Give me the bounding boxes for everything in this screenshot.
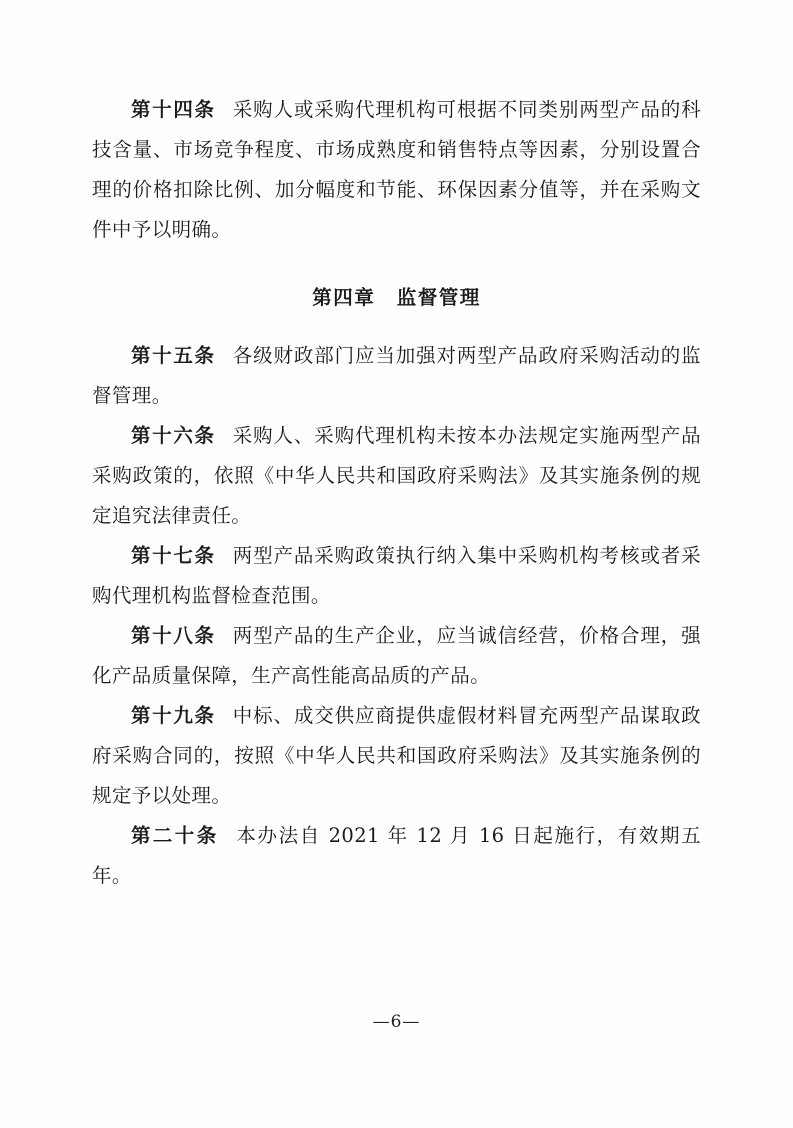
article-paragraph <box>92 336 701 416</box>
article-paragraph <box>92 90 701 250</box>
article-text: 两型产品的生产企业，应当诚信经营，价格合理，强化产品质量保障，生产高性能高品质的产品。 <box>92 624 701 687</box>
article-label: 第十九条 <box>131 704 216 727</box>
article-label: 第十八条 <box>131 624 216 647</box>
article-text: 各级财政部门应当加强对两型产品政府采购活动的监督管理。 <box>92 344 701 407</box>
article-paragraph <box>92 696 701 816</box>
article-paragraph <box>92 416 701 536</box>
article-paragraph <box>92 816 701 896</box>
article-paragraph <box>92 536 701 616</box>
article-text: 本办法自 2021 年 12 月 16 日起施行，有效期五年。 <box>92 824 701 887</box>
chapter-number: 第四章 <box>312 286 376 309</box>
article-label: 第十五条 <box>131 344 216 367</box>
chapter-heading <box>92 278 701 318</box>
chapter-title: 监督管理 <box>396 286 481 309</box>
article-text: 采购人、采购代理机构未按本办法规定实施两型产品采购政策的，依照《中华人民共和国政府采购法》及其实施条例的规定追究法律责任。 <box>92 424 701 527</box>
article-label: 第二十条 <box>131 824 219 847</box>
page-number: —6— <box>372 1012 421 1032</box>
article-paragraph <box>92 616 701 696</box>
article-label: 第十七条 <box>131 544 216 567</box>
article-label: 第十四条 <box>131 98 216 121</box>
article-text: 采购人或采购代理机构可根据不同类别两型产品的科技含量、市场竞争程度、市场成熟度和销售特点等因素，分别设置合理的价格扣除比例、加分幅度和节能、环保因素分值等，并在采购文件中予以明确。 <box>92 98 701 241</box>
document-body <box>92 86 701 896</box>
article-label: 第十六条 <box>131 424 216 447</box>
article-text: 中标、成交供应商提供虚假材料冒充两型产品谋取政府采购合同的，按照《中华人民共和国政府采购法》及其实施条例的规定予以处理。 <box>92 704 701 807</box>
article-text: 两型产品采购政策执行纳入集中采购机构考核或者采购代理机构监督检查范围。 <box>92 544 701 607</box>
